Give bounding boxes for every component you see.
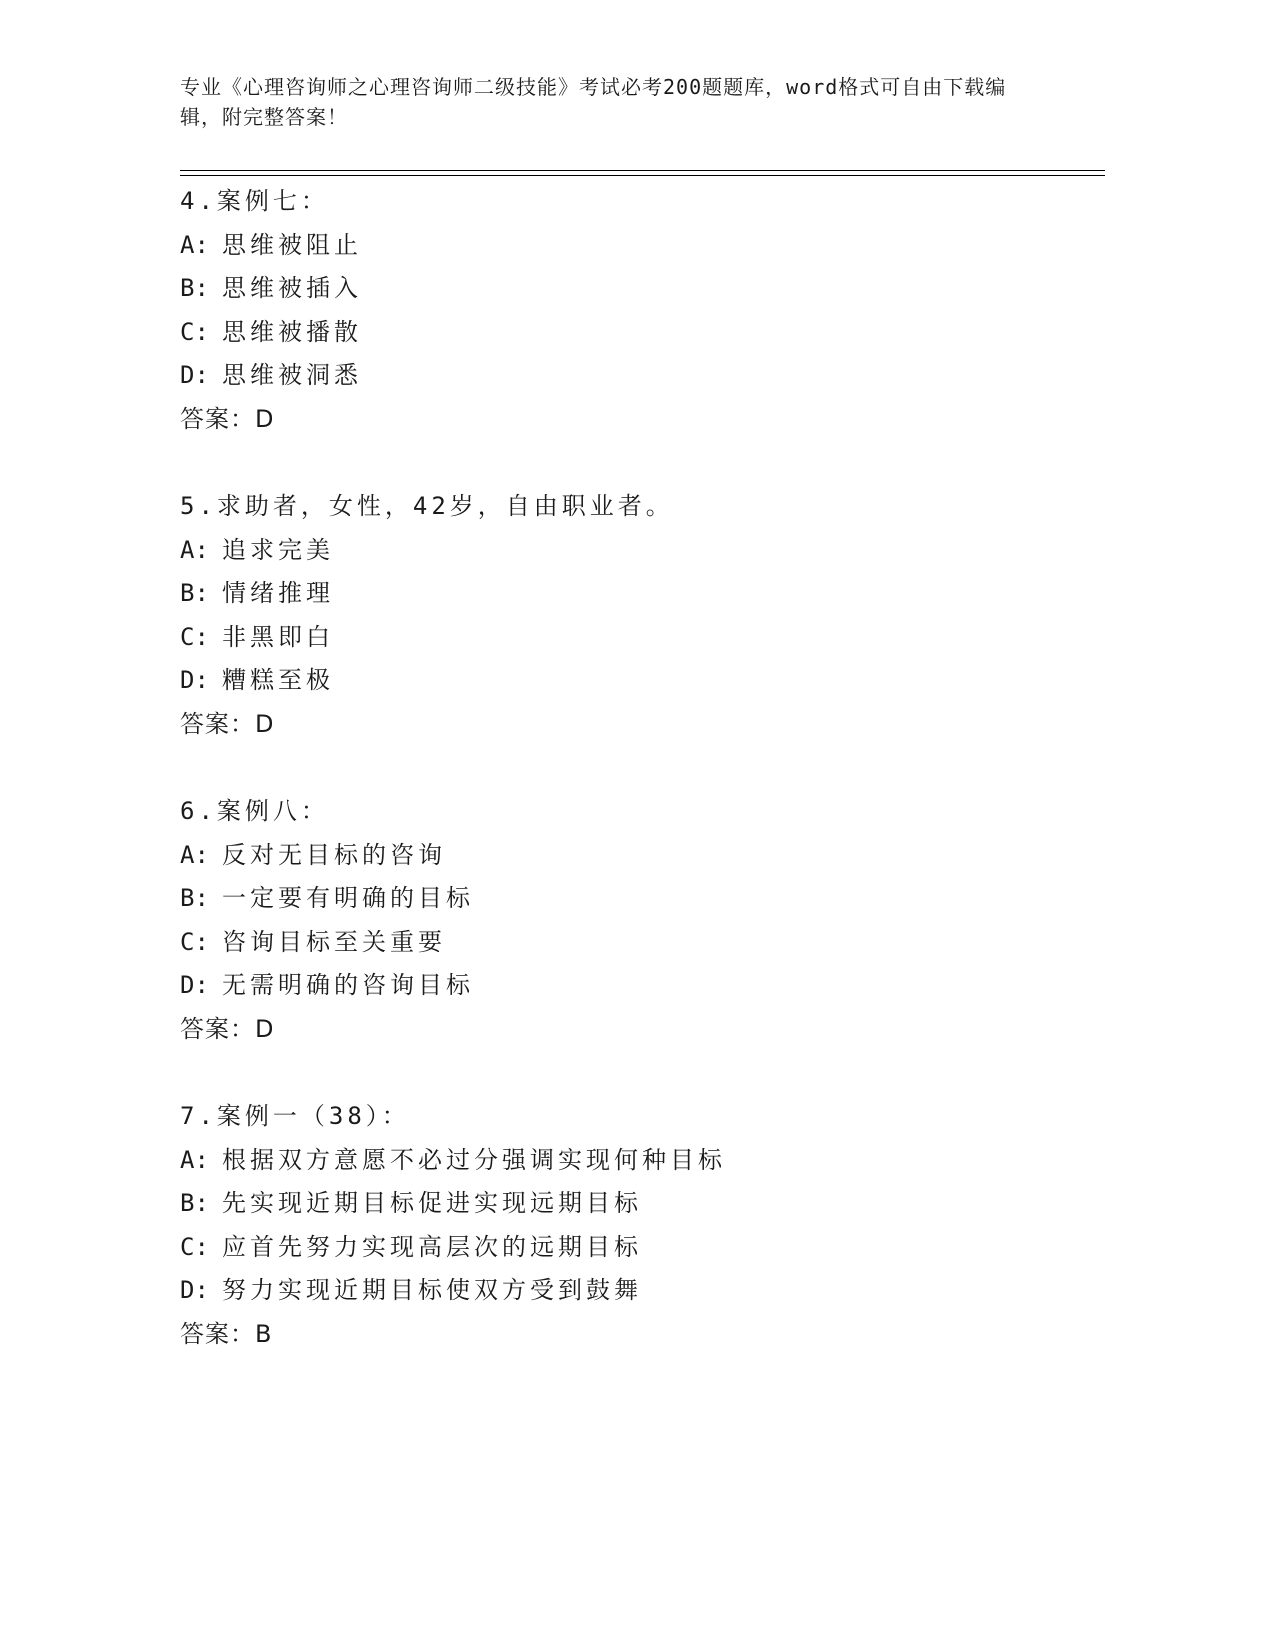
- option-d: [180, 354, 1080, 398]
- option-text: 思维被插入: [222, 274, 362, 303]
- question-block: [180, 790, 1080, 1052]
- option-letter: D:: [180, 1276, 209, 1305]
- option-letter: D:: [180, 361, 209, 390]
- option-letter: A:: [180, 230, 209, 259]
- question-stem: 4.案例七：: [180, 187, 329, 215]
- answer-line: 答案：D: [180, 709, 275, 738]
- question-stem: 6.案例八：: [180, 797, 329, 825]
- option-letter: A:: [180, 1145, 209, 1174]
- option-text: 思维被洞悉: [222, 361, 362, 390]
- option-text: 思维被播散: [222, 317, 362, 346]
- option-text: 努力实现近期目标使双方受到鼓舞: [222, 1276, 642, 1305]
- option-c: [180, 616, 1080, 660]
- option-a: [180, 1139, 1080, 1183]
- question-block: [180, 180, 1080, 442]
- option-text: 追求完美: [222, 535, 334, 564]
- option-letter: D:: [180, 666, 209, 695]
- option-letter: B:: [180, 1189, 209, 1218]
- option-b: [180, 267, 1080, 311]
- option-letter: A:: [180, 535, 209, 564]
- option-text: 非黑即白: [222, 622, 334, 651]
- option-d: [180, 659, 1080, 703]
- header-divider-top: [180, 170, 1105, 171]
- option-a: [180, 529, 1080, 573]
- option-letter: C:: [180, 622, 209, 651]
- answer-line: 答案：D: [180, 1014, 275, 1043]
- option-a: [180, 834, 1080, 878]
- option-b: [180, 1182, 1080, 1226]
- option-c: [180, 1226, 1080, 1270]
- option-d: [180, 1269, 1080, 1313]
- option-b: [180, 572, 1080, 616]
- option-text: 糟糕至极: [222, 666, 334, 695]
- option-letter: C:: [180, 317, 209, 346]
- option-text: 思维被阻止: [222, 230, 362, 259]
- intro-text: 专业《心理咨询师之心理咨询师二级技能》考试必考200题题库，word格式可自由下载编辑，附完整答案！: [180, 75, 1007, 129]
- option-c: [180, 311, 1080, 355]
- option-letter: B:: [180, 884, 209, 913]
- option-letter: B:: [180, 579, 209, 608]
- question-block: [180, 485, 1080, 747]
- question-stem: 5.求助者，女性，42岁，自由职业者。: [180, 492, 674, 520]
- option-text: 根据双方意愿不必过分强调实现何种目标: [222, 1145, 726, 1174]
- header-divider-bottom: [180, 175, 1105, 176]
- option-text: 无需明确的咨询目标: [222, 971, 474, 1000]
- option-text: 反对无目标的咨询: [222, 840, 446, 869]
- answer-line: 答案：D: [180, 404, 275, 433]
- option-text: 先实现近期目标促进实现远期目标: [222, 1189, 642, 1218]
- answer-line: 答案：B: [180, 1319, 273, 1348]
- question-stem: 7.案例一（38）：: [180, 1102, 410, 1130]
- option-letter: D:: [180, 971, 209, 1000]
- option-text: 情绪推理: [222, 579, 334, 608]
- option-d: [180, 964, 1080, 1008]
- question-block: [180, 1095, 1080, 1357]
- option-text: 应首先努力实现高层次的远期目标: [222, 1232, 642, 1261]
- option-letter: C:: [180, 1232, 209, 1261]
- option-text: 一定要有明确的目标: [222, 884, 474, 913]
- option-b: [180, 877, 1080, 921]
- option-letter: C:: [180, 927, 209, 956]
- document-intro: [180, 72, 1040, 132]
- option-text: 咨询目标至关重要: [222, 927, 446, 956]
- option-c: [180, 921, 1080, 965]
- option-a: [180, 224, 1080, 268]
- option-letter: A:: [180, 840, 209, 869]
- option-letter: B:: [180, 274, 209, 303]
